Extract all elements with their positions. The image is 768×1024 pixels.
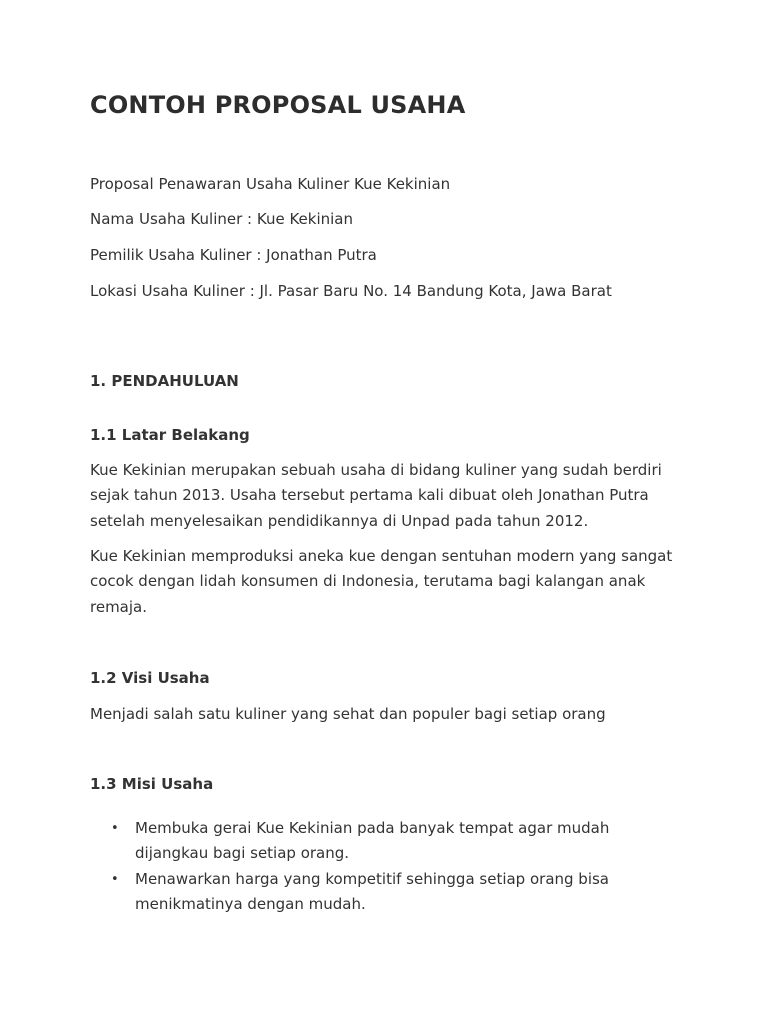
page-title: CONTOH PROPOSAL USAHA <box>90 91 466 119</box>
subsection-heading-visi-usaha: 1.2 Visi Usaha <box>90 669 210 687</box>
proposal-subtitle: Proposal Penawaran Usaha Kuliner Kue Kekinian <box>90 175 451 193</box>
bullet-icon: • <box>111 821 119 836</box>
latar-belakang-paragraph-1: Kue Kekinian merupakan sebuah usaha di bidang kuliner yang sudah berdiri sejak tahun 2013. Usaha tersebut pertama kali dibuat oleh Jonathan Putra setelah menyelesaikan pendidikannya di Unpad pada tahun 2012. <box>90 461 662 530</box>
visi-usaha-text: Menjadi salah satu kuliner yang sehat dan populer bagi setiap orang <box>90 705 606 723</box>
subsection-heading-latar-belakang: 1.1 Latar Belakang <box>90 426 250 444</box>
business-location-line: Lokasi Usaha Kuliner : Jl. Pasar Baru No. 14 Bandung Kota, Jawa Barat <box>90 282 612 300</box>
list-item-text: Menawarkan harga yang kompetitif sehingga setiap orang bisa menikmatinya dengan mudah. <box>135 869 610 913</box>
business-owner-line: Pemilik Usaha Kuliner : Jonathan Putra <box>90 246 377 264</box>
list-item-text: Membuka gerai Kue Kekinian pada banyak tempat agar mudah dijangkau bagi setiap orang. <box>135 819 610 863</box>
bullet-icon: • <box>111 871 119 887</box>
list-item <box>90 816 680 867</box>
section-heading-pendahuluan: 1. PENDAHULUAN <box>90 372 239 390</box>
list-item <box>90 867 680 918</box>
misi-usaha-list <box>90 816 680 917</box>
subsection-heading-misi-usaha: 1.3 Misi Usaha <box>90 775 214 793</box>
business-name-line: Nama Usaha Kuliner : Kue Kekinian <box>90 210 353 228</box>
latar-belakang-paragraph-2: Kue Kekinian memproduksi aneka kue dengan sentuhan modern yang sangat cocok dengan lidah konsumen di Indonesia, terutama bagi kalangan anak remaja. <box>90 547 673 616</box>
